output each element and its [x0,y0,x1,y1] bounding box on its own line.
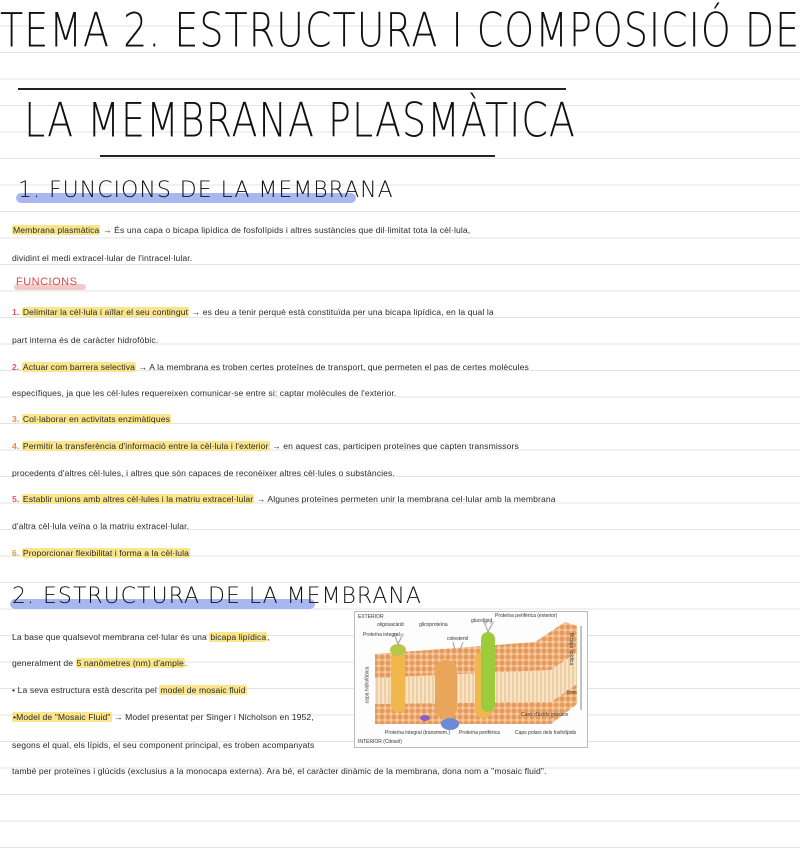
mosaic-model-term: •Model de "Mosaic Fluid" [13,712,111,722]
item-term: Actuar com barrera selectiva [22,362,136,372]
label-integral: Proteïna integral [363,632,400,638]
mosaic-term: model de mosaic fluid [160,685,246,695]
text-fragment: generalment de [12,658,76,668]
structure-line-6: també per proteïnes i glúcids (exclusius a la monocapa externa). Ara bé, el caràcter dinàmic de la membrana, dona nom a "mosaic fluid". [12,766,547,776]
function-item-2-cont: específiques, ja que les cèl·lules requereixen comunicar-se entre si: captar molècules de l'exterior. [12,388,397,398]
structure-line-3 [12,685,247,695]
item-number: 3. [12,414,20,424]
title-underline-1 [18,88,566,90]
section2-heading: 2. ESTRUCTURA DE LA MEMBRANA [12,584,422,609]
label-interior: INTERIOR (Citosol) [358,739,402,745]
text-fragment: , [267,632,270,642]
item-number: 1. [12,307,20,317]
intro-line-1 [12,225,470,235]
intro-definition: → És una capa o bicapa lipídica de fosfolípids i altres sustàncies que dil·limitat tota la cèl·lula, [100,225,471,235]
structure-line-4 [12,712,314,722]
label-peripheral-in: Proteïna perifèrica [459,730,500,736]
item-term: Establir unions amb altres cèl·lules i la matriu extracel·lular [22,494,254,504]
title-underline-2 [100,155,495,157]
item-text: → A la membrana es troben certes proteïnes de transport, que permeten el pas de certes molècules [136,362,529,372]
item-number: 5. [12,494,20,504]
label-glucolipid: glucolípid [471,618,493,624]
thickness-term: 5 nanòmetres (nm) d'ample [76,658,184,668]
function-item-1 [12,307,494,317]
function-item-3 [12,414,171,424]
function-item-5 [12,494,556,504]
function-item-4-cont: procedents d'altres cèl·lules, i altres que són capaces de reconèixer altres cèl·lules o substàncies. [12,468,395,478]
text-fragment: La base que qualsevol membrana cel·lular és una [12,632,210,642]
label-oligosaccharide: oligosacàrid [377,622,404,628]
structure-line-1 [12,632,270,642]
function-item-5-cont: d'altra cèl·lula veïna o la matriu extracel·lular. [12,521,190,531]
glycoprotein-shape [481,632,495,712]
page-title-line2: LA MEMBRANA PLASMÀTICA [24,92,576,148]
bilayer-term: bicapa lipídica [210,632,267,642]
label-heads: Caps polars dels fosfolípids [515,730,577,736]
integral-protein-shape [391,652,405,712]
text-fragment: . [184,658,188,668]
label-exterior: EXTERIOR [358,614,384,620]
item-term: Proporcionar flexibilitat i forma a la cèl·lula [22,548,190,558]
structure-line-2 [12,658,187,668]
item-text: → Algunes proteïnes permeten unir la membrana cel·lular amb la membrana [254,494,556,504]
function-item-6 [12,548,190,558]
funcions-subheading: FUNCIONS [16,276,78,288]
item-number: 2. [12,362,20,372]
intro-line-2: dividint el medi extracel·lular de l'intracel·lular. [12,253,193,263]
intro-term: Membrana plasmàtica [13,225,100,235]
item-term: Col·laborar en activitats enzimàtiques [22,414,170,424]
page-title-line1: TEMA 2. ESTRUCTURA I COMPOSICIÓ DE [0,2,800,58]
item-text: → en aquest cas, participen proteïnes que capten transmissors [269,441,519,451]
structure-line-5: segons el qual, els lípids, el seu component principal, es troben acompanyats [12,740,315,750]
label-thickness: 5nm [567,690,577,696]
peripheral-protein-shape [441,718,459,730]
label-cholesterol: colesterol [447,636,469,642]
membrane-diagram [354,611,588,748]
text-fragment: • La seva estructura està descrita pel [12,685,160,695]
function-item-2 [12,362,529,372]
function-item-4 [12,441,519,451]
function-item-1-cont: part interna és de caràcter hidrofòbic. [12,335,159,345]
label-transmembrane: Proteïna integral (transmem.) [385,730,451,736]
label-lipid-bilayer: Bicapa lipídica [568,632,575,666]
item-number: 4. [12,441,20,451]
item-text: → es deu a tenir perquè està constituïda per una bicapa lipídica, en la qual la [189,307,494,317]
label-hydrophobic: capa hidrofòbica [364,666,371,704]
item-term: Delimitar la cèl·lula i aïllar el seu contingut [22,307,189,317]
label-peripheral-out: Proteïna perifèrica (exterior) [495,613,558,619]
item-term: Permitir la transferència d'informació entre la cèl·lula i l'exterior [22,441,269,451]
item-number: 6. [12,548,20,558]
label-glucoprotein: glicoproteïna [419,622,448,628]
label-tails: Cues d'àcids grassos [521,712,569,718]
transmembrane-protein-shape [435,660,457,718]
text-fragment: → Model presentat per Singer i Nicholson en 1952, [111,712,314,722]
section1-heading: 1. FUNCIONS DE LA MEMBRANA [18,178,394,203]
